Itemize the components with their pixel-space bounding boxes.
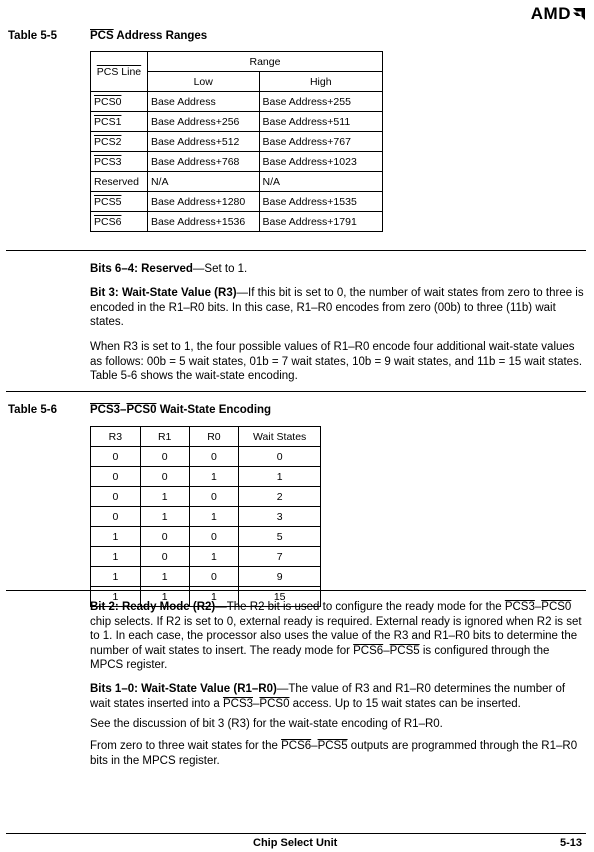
divider	[6, 590, 586, 591]
pcs-address-ranges-table	[90, 51, 383, 232]
divider	[6, 250, 586, 251]
table-cell: 1	[140, 567, 189, 587]
high-cell: Base Address+511	[259, 112, 382, 132]
table-cell: 1	[239, 467, 321, 487]
table-cell: 15	[239, 587, 321, 607]
footer-divider	[6, 833, 586, 834]
pcs-line-cell: PCS0	[91, 92, 148, 112]
divider	[6, 391, 586, 392]
amd-arrow-icon	[572, 7, 586, 21]
table-cell: 0	[140, 447, 189, 467]
table-cell: 1	[189, 507, 239, 527]
col-high: High	[259, 72, 382, 92]
table-5-6-label: Table 5-6	[8, 404, 57, 416]
table-cell: 1	[189, 467, 239, 487]
table-cell: 1	[91, 547, 141, 567]
table-cell: 7	[239, 547, 321, 567]
table-row	[91, 172, 383, 192]
high-cell: Base Address+767	[259, 132, 382, 152]
table-cell: 0	[91, 507, 141, 527]
low-cell: Base Address+1536	[147, 212, 259, 232]
table-row	[91, 487, 321, 507]
table-cell: 1	[189, 587, 239, 607]
table-cell: 0	[91, 487, 141, 507]
pcs-line-cell: PCS1	[91, 112, 148, 132]
table-cell: 0	[189, 487, 239, 507]
table-row	[91, 112, 383, 132]
r3-paragraph: When R3 is set to 1, the four possible values of R1–R0 encode four additional wait-state values as follows: 00b = 5 wait states, 01b = 7 wait states, 10b = 9 wait states, and 11b = 15 wait states. Table 5-6 shows the wait-state encoding.	[90, 341, 583, 383]
pcs-line-cell: PCS5	[91, 192, 148, 212]
table-row	[91, 567, 321, 587]
pcs-line-cell: PCS3	[91, 152, 148, 172]
table-cell: 2	[239, 487, 321, 507]
table-row	[91, 212, 383, 232]
table-cell: 0	[140, 527, 189, 547]
table-row	[91, 152, 383, 172]
table-row	[91, 507, 321, 527]
table-cell: 0	[189, 447, 239, 467]
bits-1-0-paragraph: Bits 1–0: Wait-State Value (R1–R0)—The value of R3 and R1–R0 determines the number of wait states inserted into a PCS3–PCS0 access. Up to 15 wait states can be inserted.	[90, 683, 566, 710]
table-cell: 1	[91, 567, 141, 587]
col-header: R3	[91, 427, 141, 447]
col-range: Range	[147, 52, 382, 72]
bit-3-paragraph: Bit 3: Wait-State Value (R3)—If this bit is set to 0, the number of wait states from zero to three is encoded in the R1–R0 bits. In this case, R1–R0 encodes from zero (00b) to three (11b) wait states.	[90, 287, 584, 329]
table-cell: 1	[91, 587, 141, 607]
logo-text: AMD	[530, 4, 571, 23]
col-header: Wait States	[239, 427, 321, 447]
table-cell: 0	[91, 467, 141, 487]
col-header: R0	[189, 427, 239, 447]
table-cell: 9	[239, 567, 321, 587]
table-cell: 1	[140, 507, 189, 527]
bit-2-paragraph: Bit 2: Ready Mode (R2)—The R2 bit is used to configure the ready mode for the PCS3–PCS0 chip selects. If R2 is set to 0, external ready is required. External ready is ignored when R2 is set to 1. In each case, the processor also uses the value of the R3 and R1–R0 bits to determine the number of wait states to insert. The ready mode for PCS6–PCS5 is configured through the MPCS register.	[90, 601, 582, 672]
pcs-line-cell: Reserved	[91, 172, 148, 192]
table-cell: 0	[140, 467, 189, 487]
table-row	[91, 527, 321, 547]
table-cell: 0	[189, 567, 239, 587]
table-cell: 0	[189, 527, 239, 547]
high-cell: Base Address+1535	[259, 192, 382, 212]
low-cell: Base Address+256	[147, 112, 259, 132]
low-cell: Base Address	[147, 92, 259, 112]
low-cell: N/A	[147, 172, 259, 192]
bits-6-4-paragraph: Bits 6–4: Reserved—Set to 1.	[90, 263, 248, 275]
see-discussion-paragraph: See the discussion of bit 3 (R3) for the wait-state encoding of R1–R0.	[90, 718, 443, 730]
table-cell: 3	[239, 507, 321, 527]
low-cell: Base Address+512	[147, 132, 259, 152]
pcs-line-cell: PCS2	[91, 132, 148, 152]
table-row	[91, 192, 383, 212]
table-cell: 1	[140, 487, 189, 507]
zero-to-three-paragraph: From zero to three wait states for the PCS6–PCS5 outputs are programmed through the R1–R0 bits in the MPCS register.	[90, 740, 578, 767]
amd-logo	[531, 4, 586, 24]
pcs-line-cell: PCS6	[91, 212, 148, 232]
footer-title: Chip Select Unit	[253, 837, 338, 849]
table-row	[91, 547, 321, 567]
page-number: 5-13	[559, 837, 582, 849]
high-cell: Base Address+1023	[259, 152, 382, 172]
table-cell: 0	[140, 547, 189, 567]
table-cell: 5	[239, 527, 321, 547]
high-cell: Base Address+255	[259, 92, 382, 112]
high-cell: N/A	[259, 172, 382, 192]
table-cell: 1	[189, 547, 239, 567]
table-row	[91, 447, 321, 467]
col-low: Low	[147, 72, 259, 92]
wait-state-encoding-table	[90, 426, 321, 607]
table-row	[91, 132, 383, 152]
table-cell: 0	[239, 447, 321, 467]
table-cell: 1	[140, 587, 189, 607]
table-5-6-title: PCS3–PCS0 Wait-State Encoding	[90, 404, 272, 416]
table-row	[91, 92, 383, 112]
col-pcs-line: PCS Line	[91, 52, 148, 92]
table-5-5-label: Table 5-5	[8, 30, 57, 42]
low-cell: Base Address+768	[147, 152, 259, 172]
table-cell: 1	[91, 527, 141, 547]
table-5-5-title: $\overline{PCS}$ Address Ranges	[90, 30, 208, 42]
high-cell: Base Address+1791	[259, 212, 382, 232]
table-cell: 0	[91, 447, 141, 467]
table-row	[91, 467, 321, 487]
low-cell: Base Address+1280	[147, 192, 259, 212]
col-header: R1	[140, 427, 189, 447]
